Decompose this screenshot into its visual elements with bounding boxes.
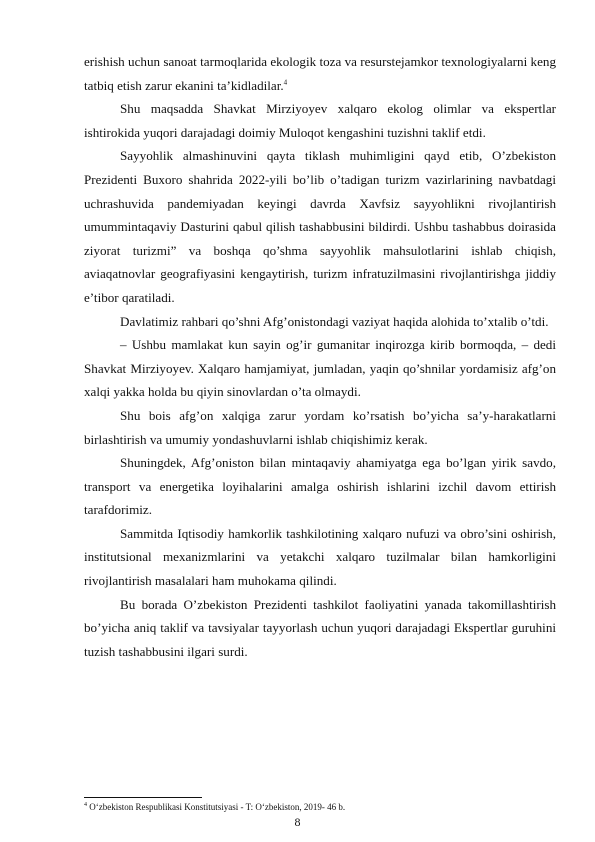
paragraph-5: – Ushbu mamlakat kun sayin og’ir gumanitar inqirozga kirib bormoqda, – dedi Shavkat Mirziyoyev. Xalqaro hamjamiyat, jumladan, yaqin qo’shnilar yordamisiz afg’on xalqi yakka holda bu qiyin sinovlardan o’ta olmaydi. bbox=[84, 337, 556, 400]
paragraph-2: Shu maqsadda Shavkat Mirziyoyev xalqaro ekolog olimlar va ekspertlar ishtirokida yuqori darajadagi doimiy Muloqot kengashini tuzishni taklif etdi. bbox=[84, 101, 556, 140]
footnote-number: 4 bbox=[84, 802, 87, 808]
paragraph-8: Sammitda Iqtisodiy hamkorlik tashkilotining xalqaro nufuzi va obro’sini oshirish, institutsional mexanizmlarini va yetakchi xalqaro tuzilmalar bilan hamkorligini rivojlantirish masalalari ham muhokama qilindi. bbox=[84, 525, 556, 589]
paragraph-1 bbox=[84, 50, 556, 97]
paragraph-3: Sayyohlik almashinuvini qayta tiklash muhimligini qayd etib, O’zbekiston Prezidenti Buxoro shahrida 2022-yili bo’lib o’tadigan turizm vazirlarining navbatdagi uchrashuvida pandemiyadan keyingi davrda Xavfsiz sayyohlikni rivojlantirish umummintaqaviy Dasturini qabul qilish tashabbusini bildirdi. Ushbu tashabbus doirasida ziyorat turizmi” va boshqa qo’shma sayyohlik mahsulotlarini ishlab chiqish, aviaqatnovlar geografiyasini kengaytirish, turizm infratuzilmasini rivojlantirishga jiddiy e’tibor qaratiladi. bbox=[84, 148, 556, 305]
paragraph-1-text: erishish uchun sanoat tarmoqlarida ekologik toza va resurstejamkor texnologiyalarni keng tatbiq etish zarur ekanini ta’kidladilar. bbox=[84, 54, 556, 93]
footnote-text: O‘zbekiston Respublikasi Konstitutsiyasi - T: O‘zbekiston, 2019- 46 b. bbox=[87, 802, 346, 812]
page-number: 8 bbox=[294, 815, 301, 829]
footnote-divider bbox=[84, 797, 202, 798]
footnote bbox=[84, 801, 556, 813]
paragraph-9: Bu borada O’zbekiston Prezidenti tashkilot faoliyatini yanada takomillashtirish bo’yicha aniq taklif va tavsiyalar tayyorlash uchun yuqori darajadagi Ekspertlar guruhini tuzish tashabbusini ilgari surdi. bbox=[84, 596, 556, 659]
document-body bbox=[84, 50, 556, 663]
paragraph-6: Shu bois afg’on xalqiga zarur yordam ko’rsatish bo’yicha sa’y-harakatlarni birlashtirish va umumiy yondashuvlarni ishlab chiqishimiz kerak. bbox=[84, 407, 556, 447]
paragraph-4: Davlatimiz rahbari qo’shni Afg’onistondagi vaziyat haqida alohida to’xtalib o’tdi. bbox=[120, 313, 549, 329]
paragraph-7: Shuningdek, Afg’oniston bilan mintaqaviy ahamiyatga ega bo’lgan yirik savdo, transport va energetika loyihalarini amalga oshirish ishlarini izchil davom ettirish tarafdorimiz. bbox=[84, 455, 556, 518]
footnote-ref-4[interactable]: 4 bbox=[283, 78, 288, 87]
